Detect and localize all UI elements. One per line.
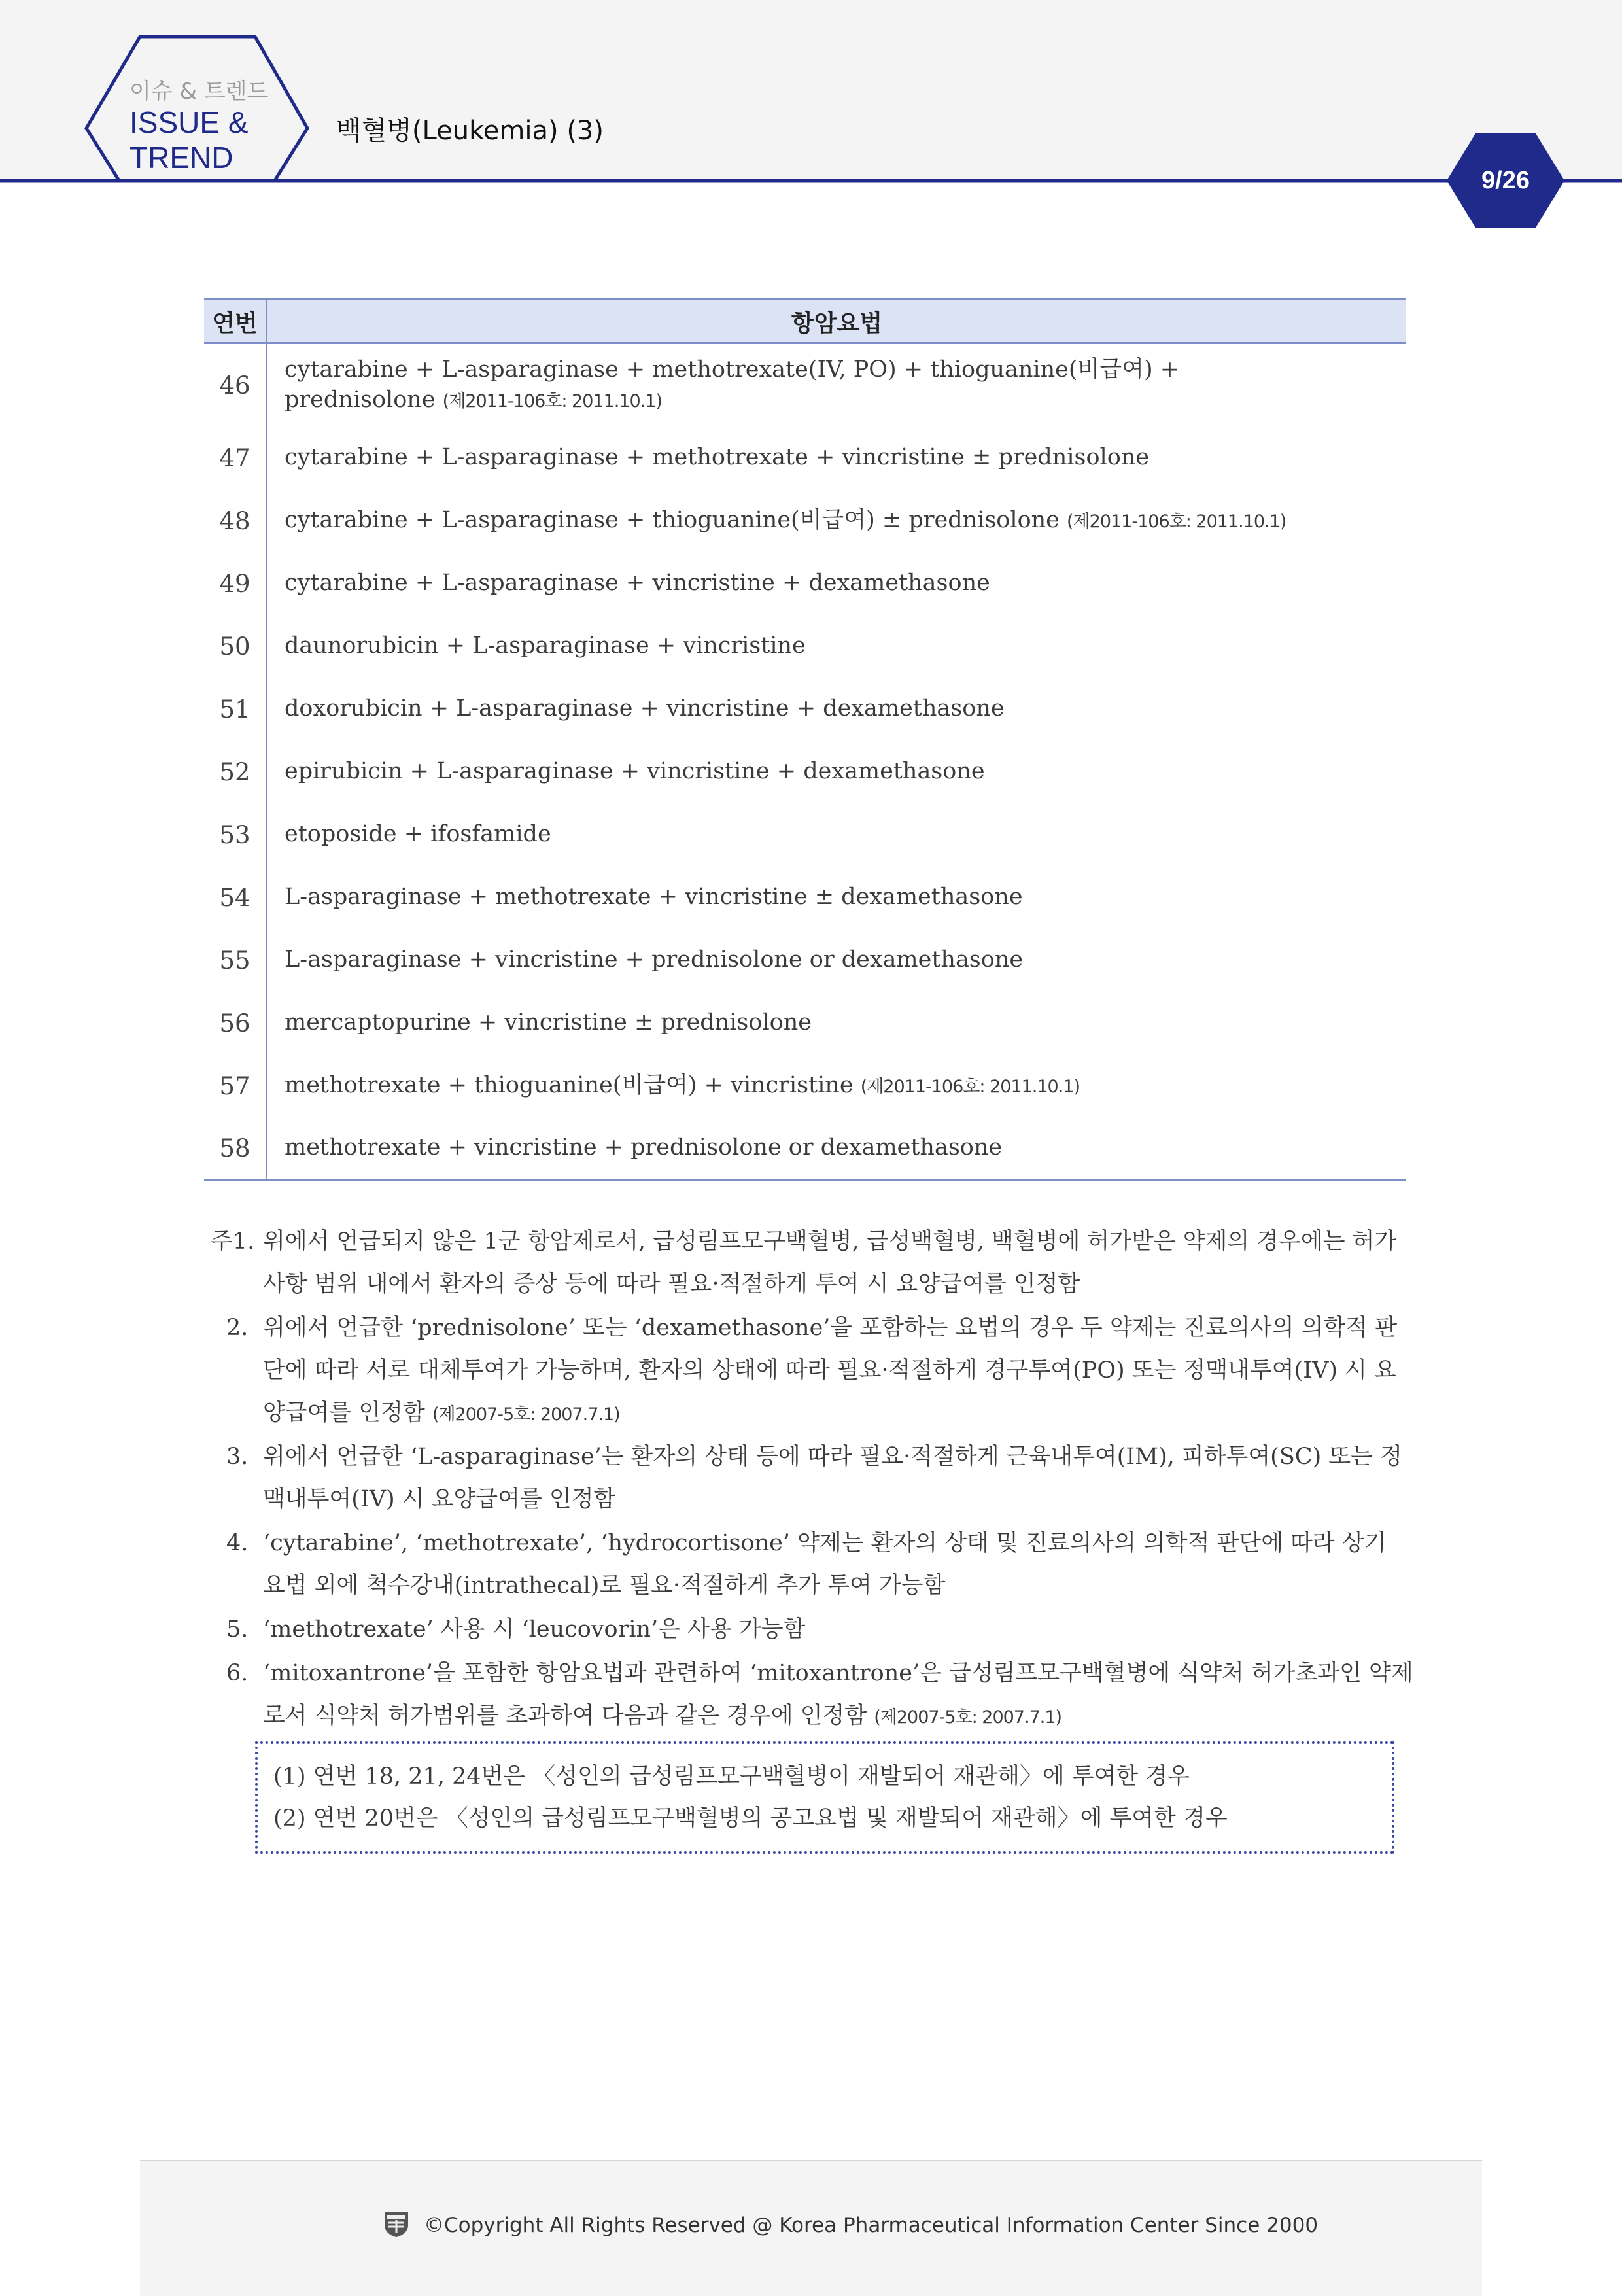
footnote-item (211, 1307, 1414, 1436)
regulation-ref: (제2007-5호: 2007.7.1) (874, 1707, 1062, 1728)
regulation-ref: (제2011-106호: 2011.10.1) (860, 1077, 1080, 1097)
footnote-text: 위에서 언급되지 않은 1군 항암제로서, 급성림프모구백혈병, 급성백혈병, 백혈병에 허가받은 약제의 경우에는 허가사항 범위 내에서 환자의 증상 등에 따라 필요·적절하게 투여 시 요양급여를 인정함 (263, 1228, 1397, 1297)
footnote-item (211, 1221, 1414, 1307)
regimen-text: doxorubicin + L-asparaginase + vincristine + dexamethasone (285, 695, 1005, 722)
row-regimen (267, 930, 1407, 992)
row-number: 48 (204, 490, 267, 553)
kpic-shield-icon (382, 2210, 411, 2238)
regimen-text: L-asparaginase + vincristine + prednisolone or dexamethasone (285, 947, 1024, 973)
copyright-text: ©Copyright All Rights Reserved @ Korea Pharmaceutical Information Center Since 2000 (424, 2214, 1319, 2237)
row-regimen (267, 427, 1407, 490)
regimen-text: methotrexate + thioguanine(비급여) + vincristine (285, 1072, 861, 1098)
section-title: ISSUE & TREND (129, 105, 249, 175)
row-number: 50 (204, 616, 267, 678)
table-header-row (204, 300, 1406, 343)
footnote-mark: 2. (226, 1315, 249, 1341)
article-title: 백혈병(Leukemia) (3) (336, 116, 604, 146)
row-number: 47 (204, 427, 267, 490)
table-row (204, 343, 1406, 427)
regimen-text: L-asparaginase + methotrexate + vincristine ± dexamethasone (285, 884, 1023, 910)
table-row (204, 553, 1406, 616)
table-row (204, 804, 1406, 867)
row-regimen (267, 553, 1407, 616)
footnotes (211, 1221, 1414, 1739)
regimen-table (204, 298, 1406, 1181)
row-regimen (267, 741, 1407, 804)
row-regimen (267, 343, 1407, 427)
footnote-item (211, 1436, 1414, 1522)
table-row (204, 992, 1406, 1055)
footnote-text: 위에서 언급한 ‘prednisolone’ 또는 ‘dexamethasone’을 포함하는 요법의 경우 두 약제는 진료의사의 의학적 판단에 따라 서로 대체투여가 가능하며, 환자의 상태에 따라 필요·적절하게 경구투여(PO) 또는 정맥내투여(IV) 시 요양급여를 인정함 (263, 1315, 1398, 1426)
table-row (204, 867, 1406, 930)
footnote-mark: 5. (226, 1616, 249, 1643)
footnote-mark: 3. (226, 1444, 249, 1470)
footnote-mark: 4. (226, 1530, 249, 1556)
row-regimen (267, 616, 1407, 678)
footnote-mark: 6. (226, 1660, 249, 1686)
regimen-text: cytarabine + L-asparaginase + methotrexate + vincristine ± prednisolone (285, 444, 1150, 470)
regulation-ref: (제2007-5호: 2007.7.1) (432, 1404, 620, 1425)
regimen-table-wrapper (204, 298, 1406, 1181)
row-number: 55 (204, 930, 267, 992)
column-header-no: 연번 (204, 300, 267, 343)
table-row (204, 678, 1406, 741)
regimen-text: cytarabine + L-asparaginase + thioguanine(비급여) ± prednisolone (285, 507, 1067, 533)
row-regimen (267, 490, 1407, 553)
page-number: 9/26 (1481, 167, 1530, 194)
condition-line-1: (1) 연번 18, 21, 24번은 〈성인의 급성림프모구백혈병이 재발되어 재관해〉에 투여한 경우 (273, 1764, 1190, 1790)
regimen-text: daunorubicin + L-asparaginase + vincristine (285, 633, 806, 659)
table-row (204, 427, 1406, 490)
table-row (204, 1118, 1406, 1181)
footnote-text: ‘cytarabine’, ‘methotrexate’, ‘hydrocortisone’ 약제는 환자의 상태 및 진료의사의 의학적 판단에 따라 상기 요법 외에 척수강내(intrathecal)로 필요·적절하게 추가 투여 가능함 (263, 1530, 1387, 1599)
mitoxantrone-condition-box (255, 1741, 1394, 1854)
column-header-regimen: 항암요법 (267, 300, 1407, 343)
footnote-item (211, 1652, 1414, 1739)
regimen-text: cytarabine + L-asparaginase + vincristine + dexamethasone (285, 570, 990, 596)
footnote-text: ‘methotrexate’ 사용 시 ‘leucovorin’은 사용 가능함 (263, 1616, 806, 1643)
row-number: 49 (204, 553, 267, 616)
row-regimen (267, 678, 1407, 741)
row-number: 57 (204, 1055, 267, 1118)
row-regimen (267, 804, 1407, 867)
footnote-mark: 주1. (211, 1228, 255, 1255)
table-row (204, 616, 1406, 678)
row-regimen (267, 1055, 1407, 1118)
table-row (204, 741, 1406, 804)
footnote-text: ‘mitoxantrone’을 포함한 항암요법과 관련하여 ‘mitoxantrone’은 급성림프모구백혈병에 식약처 허가초과인 약제로서 식약처 허가범위를 초과하여 다음과 같은 경우에 인정함 (263, 1660, 1413, 1729)
regimen-text: mercaptopurine + vincristine ± prednisolone (285, 1009, 812, 1035)
regulation-ref: (제2011-106호: 2011.10.1) (442, 391, 662, 411)
table-row (204, 930, 1406, 992)
table-row (204, 490, 1406, 553)
row-number: 53 (204, 804, 267, 867)
row-number: 56 (204, 992, 267, 1055)
section-kicker: 이슈 & 트렌드 (129, 78, 269, 105)
regulation-ref: (제2011-106호: 2011.10.1) (1067, 512, 1286, 532)
table-row (204, 1055, 1406, 1118)
regimen-line-2: prednisolone (285, 386, 443, 413)
row-number: 52 (204, 741, 267, 804)
row-regimen (267, 1118, 1407, 1181)
condition-line-2: (2) 연번 20번은 〈성인의 급성림프모구백혈병의 공고요법 및 재발되어 재관해〉에 투여한 경우 (273, 1805, 1228, 1832)
row-number: 54 (204, 867, 267, 930)
row-number: 46 (204, 343, 267, 427)
row-number: 51 (204, 678, 267, 741)
regimen-text: etoposide + ifosfamide (285, 821, 551, 847)
footnote-item (211, 1609, 1414, 1652)
row-regimen (267, 992, 1407, 1055)
regimen-line-1: cytarabine + L-asparaginase + methotrexate(IV, PO) + thioguanine(비급여) + (285, 356, 1180, 383)
footnote-item (211, 1522, 1414, 1609)
regimen-text: methotrexate + vincristine + prednisolone or dexamethasone (285, 1134, 1003, 1161)
row-number: 58 (204, 1118, 267, 1181)
footnote-text: 위에서 언급한 ‘L-asparaginase’는 환자의 상태 등에 따라 필요·적절하게 근육내투여(IM), 피하투여(SC) 또는 정맥내투여(IV) 시 요양급여를 인정함 (263, 1444, 1402, 1512)
row-regimen (267, 867, 1407, 930)
regimen-text: epirubicin + L-asparaginase + vincristine + dexamethasone (285, 758, 985, 784)
